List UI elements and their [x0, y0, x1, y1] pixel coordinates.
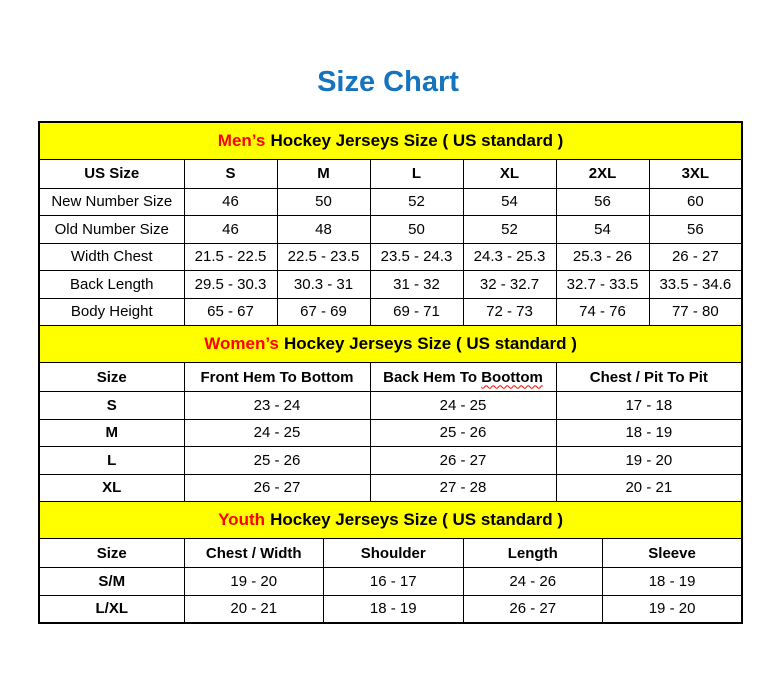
womens-section-title	[39, 326, 742, 363]
cell: 52	[463, 216, 556, 244]
womens-col-size: Size	[39, 363, 184, 392]
row-label: XL	[39, 474, 184, 502]
cell: 25 - 26	[184, 447, 370, 475]
cell: 24 - 25	[370, 392, 556, 420]
cell: 18 - 19	[556, 419, 742, 447]
cell: 19 - 20	[603, 595, 743, 623]
cell: 74 - 76	[556, 298, 649, 326]
row-label: New Number Size	[39, 188, 184, 216]
mens-highlight: Men’s	[217, 130, 266, 150]
youth-col-size: Size	[39, 539, 184, 568]
cell: 22.5 - 23.5	[277, 243, 370, 271]
mens-col-xl: XL	[463, 159, 556, 188]
womens-row-l	[39, 447, 742, 475]
youth-col-sleeve: Sleeve	[603, 539, 743, 568]
mens-row-width-chest	[39, 243, 742, 271]
cell: 16 - 17	[324, 568, 464, 596]
cell: 24 - 25	[184, 419, 370, 447]
cell: 56	[649, 216, 742, 244]
mens-row-body-height	[39, 298, 742, 326]
mens-col-2xl: 2XL	[556, 159, 649, 188]
cell: 50	[370, 216, 463, 244]
cell: 30.3 - 31	[277, 271, 370, 299]
mens-col-us-size: US Size	[39, 159, 184, 188]
cell: 26 - 27	[184, 474, 370, 502]
womens-col-back-hem	[370, 363, 556, 392]
cell: 20 - 21	[556, 474, 742, 502]
cell: 26 - 27	[463, 595, 603, 623]
mens-row-new-number-size	[39, 188, 742, 216]
womens-title-rest: Hockey Jerseys Size ( US standard )	[283, 334, 577, 353]
size-chart-table	[38, 121, 743, 624]
back-hem-text: Back Hem To	[383, 368, 478, 386]
womens-row-m	[39, 419, 742, 447]
youth-row-sm	[39, 568, 742, 596]
mens-col-m: M	[277, 159, 370, 188]
cell: 46	[184, 216, 277, 244]
womens-col-chest: Chest / Pit To Pit	[556, 363, 742, 392]
cell: 67 - 69	[277, 298, 370, 326]
cell: 21.5 - 22.5	[184, 243, 277, 271]
womens-section-header	[39, 326, 742, 363]
womens-row-xl	[39, 474, 742, 502]
youth-title-rest: Hockey Jerseys Size ( US standard )	[270, 510, 564, 529]
row-label: M	[39, 419, 184, 447]
cell: 25 - 26	[370, 419, 556, 447]
cell: 19 - 20	[556, 447, 742, 475]
cell: 18 - 19	[603, 568, 743, 596]
mens-col-3xl: 3XL	[649, 159, 742, 188]
cell: 24 - 26	[463, 568, 603, 596]
row-label: S	[39, 392, 184, 420]
cell: 19 - 20	[184, 568, 324, 596]
mens-col-l: L	[370, 159, 463, 188]
youth-column-header-row	[39, 539, 742, 568]
cell: 20 - 21	[184, 595, 324, 623]
row-label: Old Number Size	[39, 216, 184, 244]
cell: 32 - 32.7	[463, 271, 556, 299]
row-label: S/M	[39, 568, 184, 596]
cell: 29.5 - 30.3	[184, 271, 277, 299]
youth-col-chest-width: Chest / Width	[184, 539, 324, 568]
cell: 50	[277, 188, 370, 216]
cell: 54	[463, 188, 556, 216]
youth-section-header	[39, 502, 742, 539]
womens-column-header-row	[39, 363, 742, 392]
cell: 25.3 - 26	[556, 243, 649, 271]
cell: 26 - 27	[649, 243, 742, 271]
mens-section-header	[39, 122, 742, 159]
cell: 27 - 28	[370, 474, 556, 502]
row-label: Width Chest	[39, 243, 184, 271]
mens-col-s: S	[184, 159, 277, 188]
cell: 56	[556, 188, 649, 216]
cell: 46	[184, 188, 277, 216]
womens-col-front-hem: Front Hem To Bottom	[184, 363, 370, 392]
cell: 18 - 19	[324, 595, 464, 623]
mens-title-rest: Hockey Jerseys Size ( US standard )	[270, 130, 564, 150]
mens-row-back-length	[39, 271, 742, 299]
row-label: Body Height	[39, 298, 184, 326]
mens-section-title	[39, 122, 742, 159]
cell: 32.7 - 33.5	[556, 271, 649, 299]
cell: 54	[556, 216, 649, 244]
cell: 65 - 67	[184, 298, 277, 326]
youth-section-title	[39, 502, 742, 539]
cell: 17 - 18	[556, 392, 742, 420]
womens-highlight: Women’s	[204, 334, 279, 353]
cell: 23.5 - 24.3	[370, 243, 463, 271]
cell: 77 - 80	[649, 298, 742, 326]
page-title: Size Chart	[317, 66, 459, 98]
cell: 26 - 27	[370, 447, 556, 475]
cell: 52	[370, 188, 463, 216]
cell: 48	[277, 216, 370, 244]
row-label: Back Length	[39, 271, 184, 299]
cell: 23 - 24	[184, 392, 370, 420]
mens-row-old-number-size	[39, 216, 742, 244]
cell: 60	[649, 188, 742, 216]
cell: 69 - 71	[370, 298, 463, 326]
mens-column-header-row	[39, 159, 742, 188]
back-hem-misspelled-word: Boottom	[481, 368, 543, 386]
youth-row-lxl	[39, 595, 742, 623]
row-label: L/XL	[39, 595, 184, 623]
row-label: L	[39, 447, 184, 475]
youth-highlight: Youth	[218, 510, 266, 529]
cell: 72 - 73	[463, 298, 556, 326]
youth-col-length: Length	[463, 539, 603, 568]
youth-col-shoulder: Shoulder	[324, 539, 464, 568]
womens-row-s	[39, 392, 742, 420]
cell: 31 - 32	[370, 271, 463, 299]
cell: 33.5 - 34.6	[649, 271, 742, 299]
cell: 24.3 - 25.3	[463, 243, 556, 271]
